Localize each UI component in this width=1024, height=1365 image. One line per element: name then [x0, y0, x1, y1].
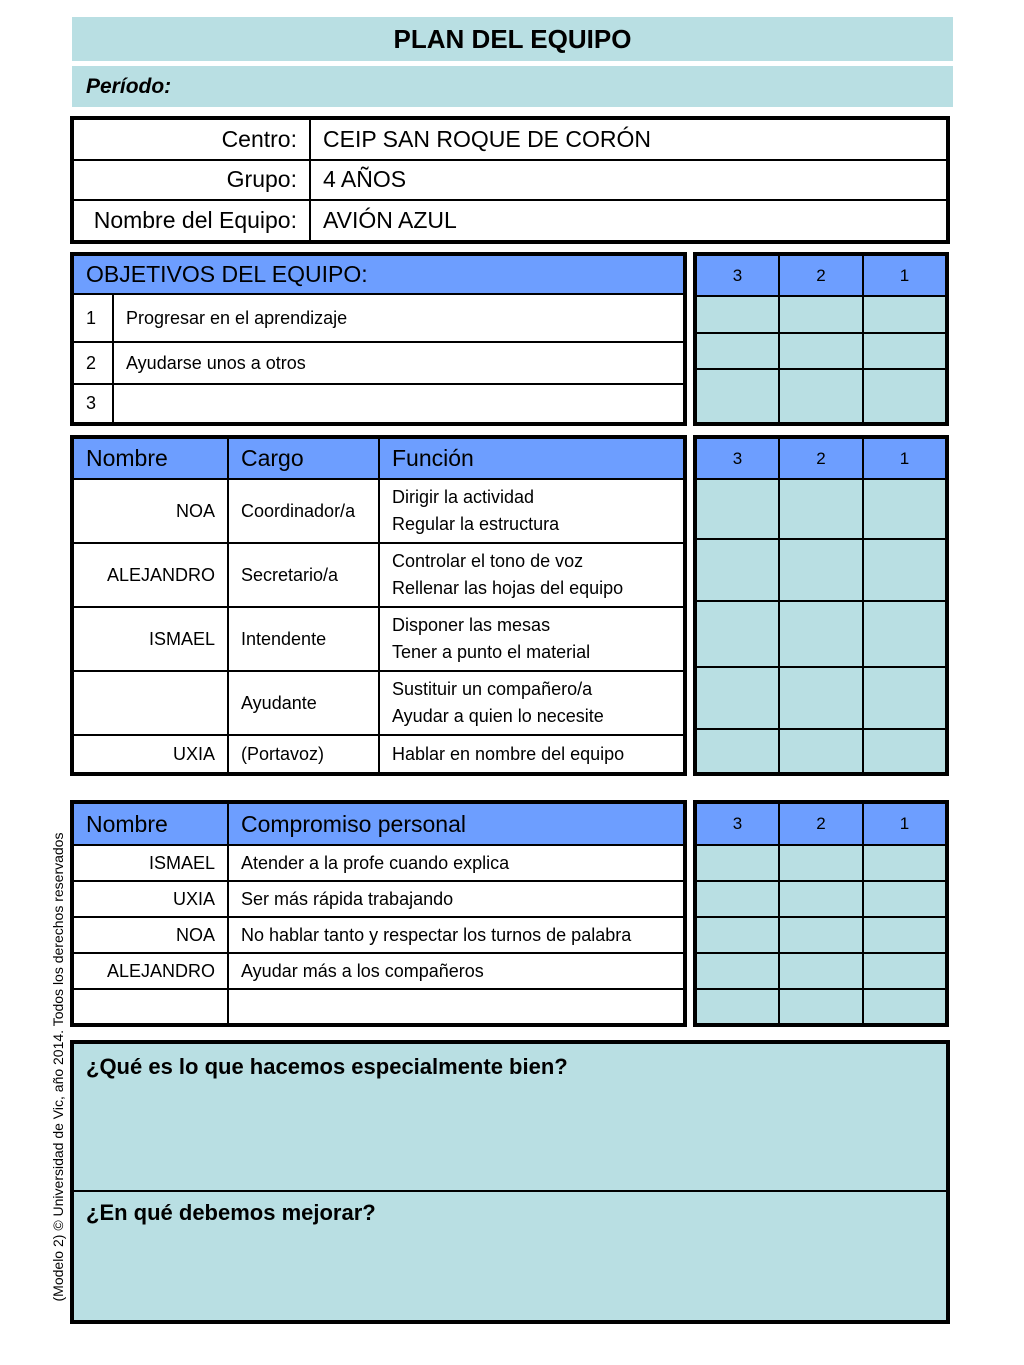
score-cell[interactable]	[779, 729, 863, 774]
score-cell[interactable]	[695, 539, 779, 601]
role-function-line: Regular la estructura	[392, 514, 560, 534]
score-row	[695, 845, 947, 881]
commitment-text: No hablar tanto y respectar los turnos de palabra	[228, 917, 685, 953]
score-cell[interactable]	[779, 917, 863, 953]
role-functions	[379, 479, 685, 543]
role-row	[72, 479, 685, 543]
score-row	[695, 296, 947, 333]
score-cell[interactable]	[695, 989, 779, 1025]
role-function-line: Ayudar a quien lo necesite	[392, 706, 604, 726]
score-row	[695, 953, 947, 989]
score-head-2: 2	[779, 802, 863, 845]
objective-row	[72, 342, 685, 384]
center-value: CEIP SAN ROQUE DE CORÓN	[310, 118, 948, 160]
member-name: ISMAEL	[72, 845, 228, 881]
role-function-line: Sustituir un compañero/a	[392, 679, 593, 699]
commitment-row	[72, 953, 685, 989]
page-title: PLAN DEL EQUIPO	[393, 24, 632, 54]
score-head-3: 3	[695, 254, 779, 296]
score-cell[interactable]	[779, 953, 863, 989]
group-label: Grupo:	[72, 160, 310, 200]
score-header-row	[695, 254, 947, 296]
info-row-center	[72, 118, 948, 160]
score-cell[interactable]	[695, 729, 779, 774]
score-cell[interactable]	[779, 881, 863, 917]
commitment-row	[72, 845, 685, 881]
team-name-label: Nombre del Equipo:	[72, 200, 310, 242]
period-banner	[72, 66, 953, 107]
info-row-team-name	[72, 200, 948, 242]
objective-number: 1	[72, 294, 113, 342]
strengths-question: ¿Qué es lo que hacemos especialmente bien?	[86, 1054, 568, 1079]
score-row	[695, 881, 947, 917]
score-row	[695, 539, 947, 601]
commitment-text: Atender a la profe cuando explica	[228, 845, 685, 881]
score-cell[interactable]	[863, 479, 947, 539]
improve-question: ¿En qué debemos mejorar?	[86, 1200, 376, 1225]
roles-header-name: Nombre	[72, 437, 228, 479]
roles-table	[70, 435, 687, 776]
info-row-group	[72, 160, 948, 200]
roles-header-function: Función	[379, 437, 685, 479]
score-cell[interactable]	[779, 845, 863, 881]
role-functions	[379, 607, 685, 671]
objective-text: Progresar en el aprendizaje	[113, 294, 685, 342]
objective-row	[72, 384, 685, 424]
commitment-text: Ser más rápida trabajando	[228, 881, 685, 917]
score-header-row	[695, 437, 947, 479]
score-cell[interactable]	[863, 917, 947, 953]
role-row	[72, 607, 685, 671]
score-cell[interactable]	[695, 953, 779, 989]
score-cell[interactable]	[779, 601, 863, 667]
score-row	[695, 989, 947, 1025]
score-row	[695, 917, 947, 953]
objective-text: Ayudarse unos a otros	[113, 342, 685, 384]
role-functions	[379, 735, 685, 774]
score-cell[interactable]	[695, 333, 779, 370]
commitments-header-row	[72, 802, 685, 845]
objectives-score-grid	[693, 252, 949, 426]
role-function-line: Hablar en nombre del equipo	[392, 743, 625, 764]
score-row	[695, 667, 947, 729]
role-function-line: Controlar el tono de voz	[392, 551, 584, 571]
score-cell[interactable]	[863, 333, 947, 370]
member-name	[72, 989, 228, 1025]
team-info-table	[70, 116, 950, 244]
objectives-table	[70, 252, 687, 426]
score-head-1: 1	[863, 802, 947, 845]
score-row	[695, 479, 947, 539]
score-head-1: 1	[863, 437, 947, 479]
period-label: Período:	[86, 75, 172, 98]
group-value: 4 AÑOS	[310, 160, 948, 200]
role-function-line: Rellenar las hojas del equipo	[392, 578, 624, 598]
copyright-side-note: (Modelo 2) © Universidad de Vic, año 2014. Todos los derechos reservados	[50, 832, 66, 1302]
role-row	[72, 671, 685, 735]
score-cell[interactable]	[695, 881, 779, 917]
member-name: ALEJANDRO	[72, 543, 228, 607]
objective-row	[72, 294, 685, 342]
score-cell[interactable]	[695, 845, 779, 881]
role-row	[72, 543, 685, 607]
objective-number: 2	[72, 342, 113, 384]
score-cell[interactable]	[863, 989, 947, 1025]
score-row	[695, 333, 947, 370]
role-functions	[379, 671, 685, 735]
member-role: Coordinador/a	[228, 479, 379, 543]
objective-number: 3	[72, 384, 113, 424]
commitment-row	[72, 917, 685, 953]
score-cell[interactable]	[695, 369, 779, 424]
commitments-score-grid	[693, 800, 949, 1027]
objective-text	[113, 384, 685, 424]
score-cell[interactable]	[695, 601, 779, 667]
member-name: UXIA	[72, 881, 228, 917]
member-name	[72, 671, 228, 735]
score-head-2: 2	[779, 254, 863, 296]
objectives-heading: OBJETIVOS DEL EQUIPO:	[72, 254, 685, 294]
score-head-3: 3	[695, 437, 779, 479]
member-name: ALEJANDRO	[72, 953, 228, 989]
member-name: ISMAEL	[72, 607, 228, 671]
team-name-value: AVIÓN AZUL	[310, 200, 948, 242]
member-role: Intendente	[228, 607, 379, 671]
commitment-row	[72, 881, 685, 917]
score-cell[interactable]	[695, 479, 779, 539]
score-cell[interactable]	[863, 369, 947, 424]
roles-header-row	[72, 437, 685, 479]
score-cell[interactable]	[695, 296, 779, 333]
reflection-question-improve[interactable]	[74, 1192, 946, 1320]
score-head-3: 3	[695, 802, 779, 845]
score-row	[695, 601, 947, 667]
member-name: NOA	[72, 479, 228, 543]
score-cell[interactable]	[695, 667, 779, 729]
score-cell[interactable]	[863, 729, 947, 774]
role-row	[72, 735, 685, 774]
score-cell[interactable]	[779, 333, 863, 370]
score-cell[interactable]	[863, 296, 947, 333]
score-cell[interactable]	[863, 539, 947, 601]
score-cell[interactable]	[779, 296, 863, 333]
objectives-header-row	[72, 254, 685, 294]
role-function-line: Tener a punto el material	[392, 642, 591, 662]
score-cell[interactable]	[695, 917, 779, 953]
score-head-1: 1	[863, 254, 947, 296]
commitment-text	[228, 989, 685, 1025]
score-cell[interactable]	[863, 953, 947, 989]
center-label: Centro:	[72, 118, 310, 160]
score-cell[interactable]	[863, 881, 947, 917]
score-row	[695, 729, 947, 774]
roles-score-grid	[693, 435, 949, 776]
commitments-header-commitment: Compromiso personal	[228, 802, 685, 845]
score-cell[interactable]	[863, 667, 947, 729]
member-name: NOA	[72, 917, 228, 953]
commitment-row	[72, 989, 685, 1025]
title-banner	[72, 17, 953, 61]
score-row	[695, 369, 947, 424]
role-functions	[379, 543, 685, 607]
score-cell[interactable]	[779, 667, 863, 729]
score-cell[interactable]	[779, 989, 863, 1025]
commitments-table	[70, 800, 687, 1027]
score-header-row	[695, 802, 947, 845]
roles-header-role: Cargo	[228, 437, 379, 479]
score-cell[interactable]	[779, 539, 863, 601]
score-cell[interactable]	[863, 601, 947, 667]
member-role: Ayudante	[228, 671, 379, 735]
commitments-header-name: Nombre	[72, 802, 228, 845]
score-head-2: 2	[779, 437, 863, 479]
role-function-line: Disponer las mesas	[392, 615, 551, 635]
score-cell[interactable]	[779, 479, 863, 539]
member-role: (Portavoz)	[228, 735, 379, 774]
role-function-line: Dirigir la actividad	[392, 487, 535, 507]
score-cell[interactable]	[863, 845, 947, 881]
member-name: UXIA	[72, 735, 228, 774]
score-cell[interactable]	[779, 369, 863, 424]
member-role: Secretario/a	[228, 543, 379, 607]
reflection-box	[70, 1040, 950, 1324]
commitment-text: Ayudar más a los compañeros	[228, 953, 685, 989]
